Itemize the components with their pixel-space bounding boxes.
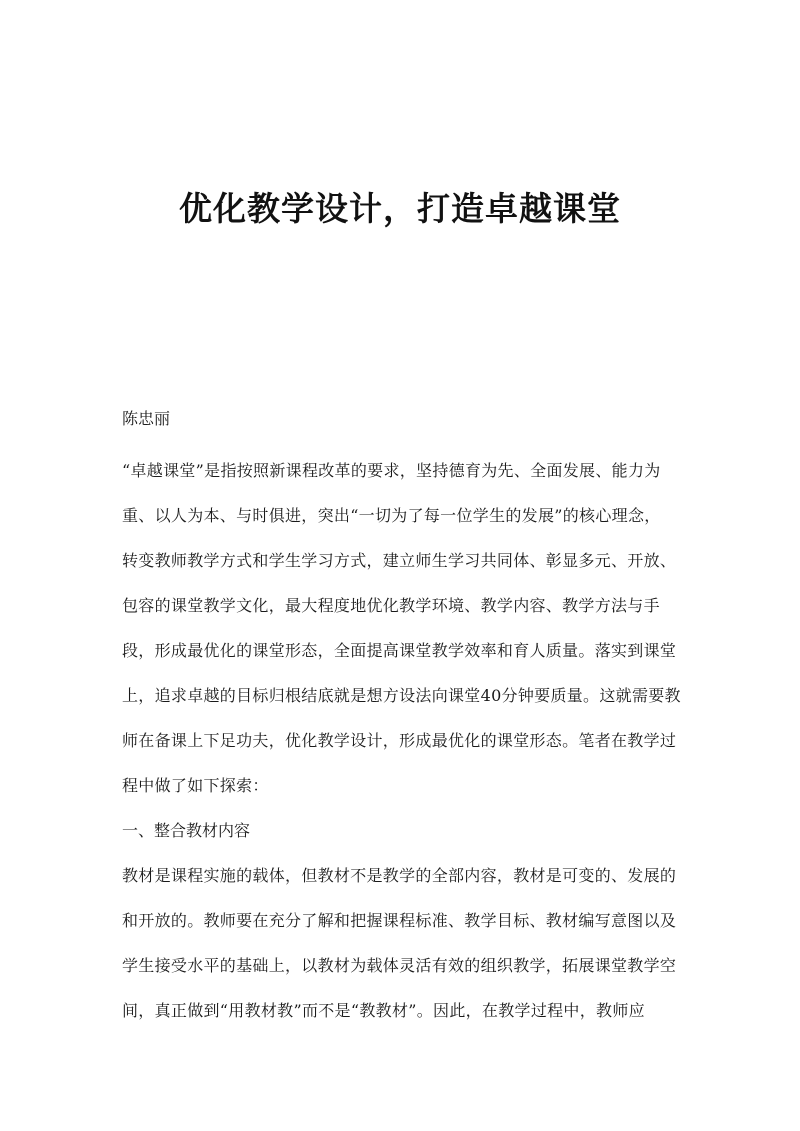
document-body xyxy=(122,403,684,1040)
paragraph-line: 和开放的。教师要在充分了解和把握课程标准、教学目标、教材编写意图以及 xyxy=(122,911,677,930)
author-name: 陈忠丽 xyxy=(122,409,171,428)
paragraph-line: 程中做了如下探索： xyxy=(122,776,269,795)
paragraph-textbook xyxy=(122,860,684,1027)
paragraph-line: 包容的课堂教学文化，最大程度地优化教学环境、教学内容、教学方法与手 xyxy=(122,596,660,615)
paragraph-line: 转变教师教学方式和学生学习方式，建立师生学习共同体、彰显多元、开放、 xyxy=(122,551,677,570)
paragraph-intro xyxy=(122,455,684,802)
section-heading: 一、整合教材内容 xyxy=(122,821,251,840)
paragraph-line: 教材是课程实施的载体，但教材不是教学的全部内容，教材是可变的、发展的 xyxy=(122,866,677,885)
paragraph-line: 间，真正做到“用教材教”而不是“教教材”。因此，在教学过程中，教师应 xyxy=(122,1001,645,1020)
paragraph-line: 上，追求卓越的目标归根结底就是想方设法向课堂40分钟要质量。这就需要教 xyxy=(122,686,681,705)
paragraph-line: 重、以人为本、与时俱进，突出“一切为了每一位学生的发展”的核心理念， xyxy=(122,506,661,525)
paragraph-line: 学生接受水平的基础上，以教材为载体灵活有效的组织教学，拓展课堂教学空 xyxy=(122,956,677,975)
paragraph-line: 师在备课上下足功夫，优化教学设计，形成最优化的课堂形态。笔者在教学过 xyxy=(122,731,677,750)
paragraph-line: 段，形成最优化的课堂形态，全面提高课堂教学效率和育人质量。落实到课堂 xyxy=(122,641,677,660)
paragraph-line: “卓越课堂”是指按照新课程改革的要求，坚持德育为先、全面发展、能力为 xyxy=(122,461,661,480)
document-title: 优化教学设计，打造卓越课堂 xyxy=(179,189,621,228)
